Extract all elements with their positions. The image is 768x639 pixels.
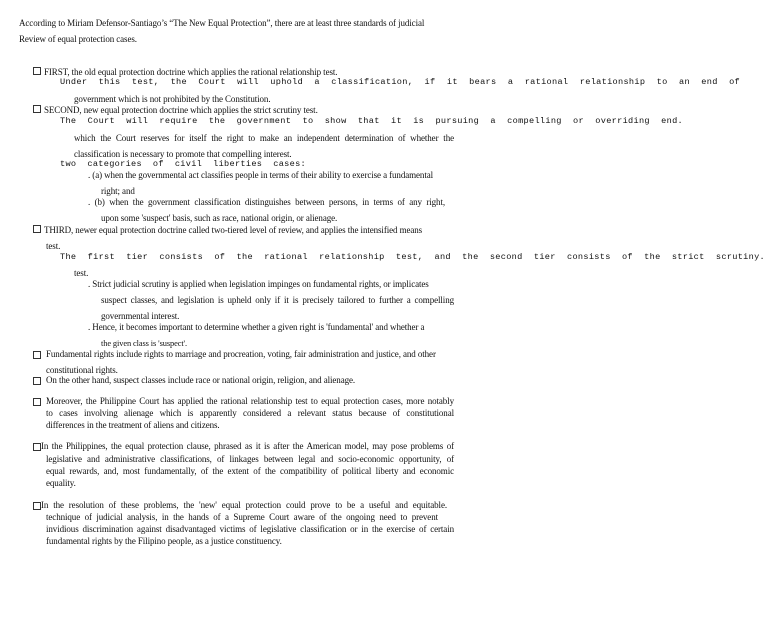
second-a-line-2: right; and — [101, 186, 135, 196]
fundamental-line-2: constitutional rights. — [46, 365, 118, 375]
second-sub-line-1: The Court will require the government to show that it is pursuing a compelling or overriding end. — [60, 116, 683, 126]
checkbox-bullet-icon — [33, 502, 41, 510]
checkbox-bullet-icon — [33, 443, 41, 451]
second-heading: SECOND, new equal protection doctrine which applies the strict scrutiny test. — [33, 105, 318, 116]
third-strict-line-3: governmental interest. — [101, 311, 180, 321]
first-sub-line-1: Under this test, the Court will uphold a classification, if it bears a rational relationship to an end of — [60, 77, 740, 87]
philippines-line-4: equality. — [46, 478, 76, 488]
checkbox-bullet-icon — [33, 377, 41, 385]
suspect-line: On the other hand, suspect classes include race or national origin, religion, and alienage. — [46, 375, 356, 385]
second-sub-line-2: which the Court reserves for itself the right to make an independent determination of whether the — [74, 133, 454, 143]
second-categories: two categories of civil liberties cases: — [60, 159, 306, 169]
third-tier-line-2: test. — [74, 268, 89, 278]
checkbox-bullet-icon — [33, 225, 41, 233]
moreover-line-3: differences in the treatment of aliens and citizens. — [46, 420, 220, 430]
second-a-line-1: . (a) when the governmental act classifies people in terms of their ability to exercise a fundamental — [88, 170, 434, 180]
moreover-line-2: to cases involving alienage which is apparently considered a relevant status because of constitutional — [46, 408, 454, 418]
second-sub-line-3: classification is necessary to promote that compelling interest. — [74, 149, 292, 159]
resolution-line-4: fundamental rights by the Filipino people, as a justice constituency. — [46, 536, 282, 546]
fundamental-line-1: Fundamental rights include rights to marriage and procreation, voting, fair administration and justice, and other — [46, 349, 436, 359]
checkbox-bullet-icon — [33, 67, 41, 75]
second-b-line-1: . (b) when the government classification distinguishes between persons, in terms of any right, — [88, 197, 445, 207]
philippines-line-3: equal rewards, and, most fundamentally, of the extent of the compatibility of political liberty and economic — [46, 466, 454, 476]
intro-line-1: According to Miriam Defensor-Santiago’s “The New Equal Protection”, there are at least three standards of judicial — [19, 18, 425, 28]
philippines-line-1: In the Philippines, the equal protection clause, phrased as it is after the American model, may pose problems of — [41, 441, 454, 451]
third-tier-line-1: The first tier consists of the rational relationship test, and the second tier consists of the strict scrutiny. — [60, 252, 765, 262]
third-heading: THIRD, newer equal protection doctrine called two-tiered level of review, and applies the intensified means — [33, 225, 422, 236]
checkbox-bullet-icon — [33, 351, 41, 359]
third-heading-line-2: test. — [46, 241, 61, 251]
intro-line-2: Review of equal protection cases. — [19, 34, 137, 44]
second-b-line-2: upon some 'suspect' basis, such as race, national origin, or alienage. — [101, 213, 338, 223]
third-hence-line-1: . Hence, it becomes important to determine whether a given right is 'fundamental' and whether a — [88, 322, 425, 332]
third-strict-line-2: suspect classes, and legislation is upheld only if it is precisely tailored to further a compelling — [101, 295, 454, 305]
first-sub-line-2: government which is not prohibited by the Constitution. — [74, 94, 271, 104]
first-heading: FIRST, the old equal protection doctrine which applies the rational relationship test. — [33, 67, 337, 78]
resolution-line-3: invidious discrimination against disadvantaged victims of legislative classification or in the exercise of certain — [46, 524, 454, 534]
third-hence-line-2: the given class is 'suspect'. — [101, 339, 187, 348]
resolution-line-2: technique of judicial analysis, in the hands of a Supreme Court aware of the ongoing need to prevent — [46, 512, 438, 522]
moreover-line-1: Moreover, the Philippine Court has applied the rational relationship test to equal protection cases, more notably — [46, 396, 454, 406]
checkbox-bullet-icon — [33, 105, 41, 113]
philippines-line-2: legislative and administrative classifications, of linkages between legal and socio-economic opportunity, of — [46, 454, 454, 464]
resolution-line-1: In the resolution of these problems, the 'new' equal protection could prove to be a useful and equitable. — [41, 500, 447, 510]
third-strict-line-1: . Strict judicial scrutiny is applied when legislation impinges on fundamental rights, or implicates — [88, 279, 429, 289]
checkbox-bullet-icon — [33, 398, 41, 406]
